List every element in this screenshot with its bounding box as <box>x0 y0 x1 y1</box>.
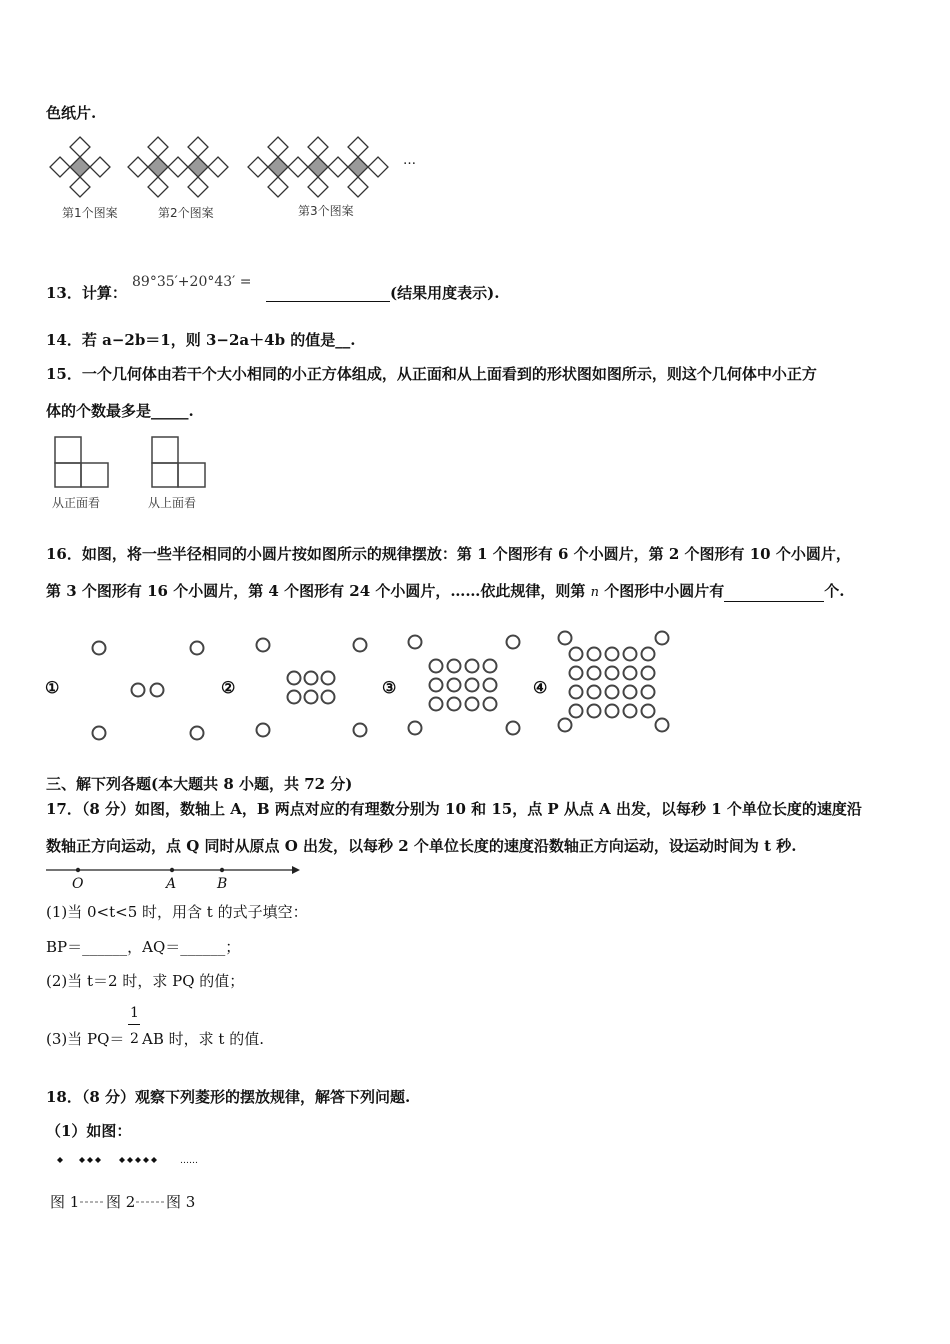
q17-line2: 数轴正方向运动，点 Q 同时从原点 O 出发，以每秒 2 个单位长度的速度沿数轴正方向运动，设运动时间为 t 秒. <box>46 837 797 855</box>
white-diamond <box>128 157 148 177</box>
white-diamond <box>168 157 188 177</box>
circle-piece <box>624 667 637 680</box>
corner-circle <box>656 719 669 732</box>
corner-circle <box>409 636 422 649</box>
rhombus-dot <box>119 1157 125 1163</box>
q17-sub1: (1)当 0<t<5 时，用含 t 的式子填空： <box>46 903 308 921</box>
q16-answer-blank <box>724 587 824 602</box>
pattern-2 <box>128 137 228 197</box>
pattern-1 <box>50 137 110 197</box>
circle-piece <box>570 705 583 718</box>
white-diamond <box>308 177 328 197</box>
circle-piece <box>642 686 655 699</box>
circle-piece <box>448 660 461 673</box>
circle-piece <box>484 698 497 711</box>
point-A <box>170 868 174 872</box>
corner-circle <box>191 642 204 655</box>
top-view <box>152 437 205 487</box>
q18-line1: 18．（8 分）观察下列菱形的摆放规律，解答下列问题. <box>46 1088 411 1106</box>
rhombus-dot <box>151 1157 157 1163</box>
circle-piece <box>430 679 443 692</box>
circle-piece <box>588 686 601 699</box>
pattern-3 <box>248 137 388 197</box>
circle-piece <box>606 705 619 718</box>
q17-sub3-pre: (3)当 PQ＝ <box>46 1030 125 1048</box>
shaded-diamond <box>148 157 168 177</box>
circle-piece <box>484 660 497 673</box>
circle-piece <box>642 705 655 718</box>
circle-pattern-figure <box>0 620 700 750</box>
circle-piece <box>430 660 443 673</box>
circle-piece <box>624 686 637 699</box>
circle-piece <box>448 698 461 711</box>
circle-piece <box>322 672 335 685</box>
q13-answer-blank <box>266 284 390 302</box>
rhombus-dot <box>57 1157 63 1163</box>
white-diamond <box>348 137 368 157</box>
shaded-diamond <box>268 157 288 177</box>
q15-line2: 体的个数最多是_____. <box>46 402 194 420</box>
circle-piece <box>466 679 479 692</box>
fraction-bar <box>128 1024 140 1025</box>
circle-piece <box>430 698 443 711</box>
q15-line1: 15．一个几何体由若干个大小相同的小正方体组成，从正面和从上面看到的形状图如图所示，则这个几何体中小正方 <box>46 365 817 383</box>
corner-circle <box>257 639 270 652</box>
white-diamond <box>188 177 208 197</box>
white-diamond <box>328 157 348 177</box>
q16-line1: 16．如图，将一些半径相同的小圆片按如图所示的规律摆放：第 1 个图形有 6 个小圆片，第 2 个图形有 10 个小圆片， <box>46 545 851 563</box>
corner-circle <box>93 727 106 740</box>
continuation-text: 色纸片. <box>46 104 97 122</box>
rhombus-dot <box>79 1157 85 1163</box>
corner-circle <box>93 642 106 655</box>
section-3-title: 三、解下列各题(本大题共 8 小题，共 72 分) <box>46 775 353 793</box>
q15-views-figure <box>52 435 222 495</box>
circle-piece <box>606 667 619 680</box>
corner-circle <box>257 724 270 737</box>
q13-number: 13．计算： <box>46 284 127 302</box>
q17-sub3-post: AB 时，求 t 的值. <box>142 1030 264 1048</box>
q17-bp-aq: BP＝______，AQ＝______； <box>46 938 241 956</box>
arrow-icon <box>292 866 300 874</box>
dots-ellipsis: …… <box>180 1156 198 1166</box>
circle-piece <box>132 684 145 697</box>
shaded-diamond <box>308 157 328 177</box>
q16-line2-c: 个. <box>824 582 845 600</box>
shaded-diamond <box>188 157 208 177</box>
fraction-numerator: 1 <box>130 1005 139 1021</box>
q14-text: 14．若 a−2b＝1，则 3−2a＋4b 的值是__. <box>46 331 356 349</box>
q16-line2 <box>46 582 845 602</box>
fraction-denominator: 2 <box>130 1031 139 1047</box>
fig-1-label: 图 1 <box>50 1193 80 1211</box>
fig-3-label: 图 3 <box>166 1193 196 1211</box>
corner-circle <box>409 722 422 735</box>
fig-label-2: ② <box>221 678 236 697</box>
fig-label-3: ③ <box>382 678 397 697</box>
white-diamond <box>268 137 288 157</box>
circle-piece <box>570 648 583 661</box>
q17-sub2: (2)当 t＝2 时，求 PQ 的值； <box>46 972 245 990</box>
white-diamond <box>288 157 308 177</box>
white-diamond <box>90 157 110 177</box>
rhombus-dot <box>87 1157 93 1163</box>
top-view-label: 从上面看 <box>148 496 197 510</box>
q16-line2-a: 第 3 个图形有 16 个小圆片，第 4 个图形有 24 个小圆片，……依此规律，则第 <box>46 582 586 600</box>
point-O <box>76 868 80 872</box>
circle-piece <box>448 679 461 692</box>
axis-label-B: B <box>217 876 228 892</box>
q13-suffix: (结果用度表示). <box>390 284 500 302</box>
white-diamond <box>308 137 328 157</box>
pattern-3-label: 第3个图案 <box>298 204 354 218</box>
circle-piece <box>588 705 601 718</box>
rhombus-dot <box>127 1157 133 1163</box>
white-diamond <box>148 177 168 197</box>
q18-sub1: （1）如图： <box>46 1122 132 1140</box>
circle-piece <box>322 691 335 704</box>
circle-piece <box>624 705 637 718</box>
shaded-diamond <box>70 157 90 177</box>
rhombus-dot <box>143 1157 149 1163</box>
circle-piece <box>642 648 655 661</box>
pattern-2-label: 第2个图案 <box>158 206 214 220</box>
circle-piece <box>466 698 479 711</box>
q16-line2-b: 个图形中小圆片有 <box>604 582 725 600</box>
fig-label-1: ① <box>45 678 60 697</box>
circle-piece <box>624 648 637 661</box>
white-diamond <box>248 157 268 177</box>
rhombus-dot <box>95 1157 101 1163</box>
white-diamond <box>268 177 288 197</box>
variable-n: n <box>590 585 600 600</box>
circle-piece <box>588 648 601 661</box>
corner-circle <box>559 632 572 645</box>
corner-circle <box>559 719 572 732</box>
white-diamond <box>368 157 388 177</box>
corner-circle <box>354 724 367 737</box>
circle-piece <box>466 660 479 673</box>
q17-line1: 17．（8 分）如图，数轴上 A，B 两点对应的有理数分别为 10 和 15，点 P 从点 A 出发，以每秒 1 个单位长度的速度沿 <box>46 800 862 818</box>
rhombus-dots-figure <box>50 1152 250 1172</box>
white-diamond <box>70 137 90 157</box>
circle-piece <box>606 648 619 661</box>
circle-piece <box>588 667 601 680</box>
fig-2-label: 图 2 <box>106 1193 136 1211</box>
rhombus-dot <box>135 1157 141 1163</box>
circle-piece <box>570 667 583 680</box>
circle-piece <box>606 686 619 699</box>
white-diamond <box>348 177 368 197</box>
front-view-label: 从正面看 <box>52 496 101 510</box>
white-diamond <box>50 157 70 177</box>
point-B <box>220 868 224 872</box>
q13-expression: 89°35′+20°43′ = <box>132 274 252 290</box>
axis-label-A: A <box>166 876 177 892</box>
axis-label-O: O <box>72 876 84 892</box>
circle-piece <box>288 691 301 704</box>
corner-circle <box>191 727 204 740</box>
circle-piece <box>305 691 318 704</box>
corner-circle <box>507 722 520 735</box>
pattern-ellipsis: … <box>403 153 416 168</box>
circle-piece <box>570 686 583 699</box>
white-diamond <box>188 137 208 157</box>
diamond-pattern-figure <box>50 130 450 240</box>
circle-piece <box>305 672 318 685</box>
circle-piece <box>288 672 301 685</box>
front-view <box>55 437 108 487</box>
shaded-diamond <box>348 157 368 177</box>
corner-circle <box>507 636 520 649</box>
fig-label-4: ④ <box>533 678 548 697</box>
corner-circle <box>354 639 367 652</box>
circle-piece <box>484 679 497 692</box>
white-diamond <box>70 177 90 197</box>
pattern-1-label: 第1个图案 <box>62 206 118 220</box>
corner-circle <box>656 632 669 645</box>
circle-piece <box>642 667 655 680</box>
white-diamond <box>208 157 228 177</box>
figure-label-separators <box>80 1198 200 1208</box>
white-diamond <box>148 137 168 157</box>
circle-piece <box>151 684 164 697</box>
